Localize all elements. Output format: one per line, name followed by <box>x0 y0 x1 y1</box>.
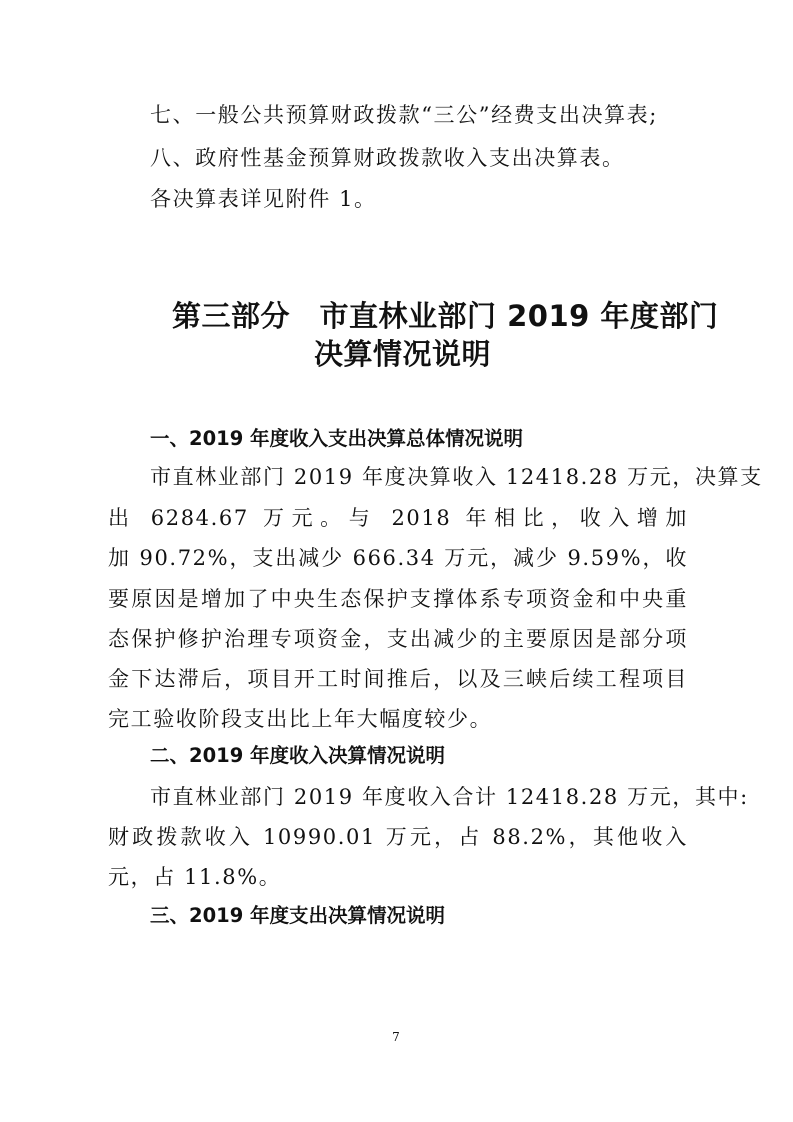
section-1-heading: 一、2019 年度收入支出决算总体情况说明 <box>150 427 524 450</box>
page-number: 7 <box>392 1030 400 1044</box>
section-1-line-2: 出 6284.67 万元。与 2018 年相比，收入增加 <box>108 506 688 530</box>
part-title-line-1: 第三部分 市直林业部门 2019 年度部门 <box>172 299 719 333</box>
attachment-note: 各决算表详见附件 1。 <box>150 187 377 211</box>
section-2-line-2: 财政拨款收入 10990.01 万元，占 88.2%，其他收入 <box>108 825 688 849</box>
list-item-8: 八、政府性基金预算财政拨款收入支出决算表。 <box>150 146 625 170</box>
section-1-line-6: 金下达滞后，项目开工时间推后，以及三峡后续工程项目 <box>108 667 688 691</box>
part-title-line-2: 决算情况说明 <box>314 337 492 371</box>
list-item-7: 七、一般公共预算财政拨款“三公”经费支出决算表; <box>150 103 658 127</box>
section-1-line-4: 要原因是增加了中央生态保护支撑体系专项资金和中央重 <box>108 587 688 611</box>
section-1-line-3: 加 90.72%，支出减少 666.34 万元，减少 9.59%，收 <box>108 546 688 570</box>
section-1-line-7: 完工验收阶段支出比上年大幅度较少。 <box>108 707 493 731</box>
section-2-heading: 二、2019 年度收入决算情况说明 <box>150 744 446 767</box>
section-2-line-1: 市直林业部门 2019 年度收入合计 12418.28 万元，其中: <box>150 785 749 809</box>
section-2-line-3: 元，占 11.8%。 <box>108 865 282 889</box>
section-1-line-1: 市直林业部门 2019 年度决算收入 12418.28 万元，决算支 <box>150 465 763 489</box>
section-1-line-5: 态保护修护治理专项资金，支出减少的主要原因是部分项 <box>108 627 688 651</box>
section-3-heading: 三、2019 年度支出决算情况说明 <box>150 904 446 927</box>
